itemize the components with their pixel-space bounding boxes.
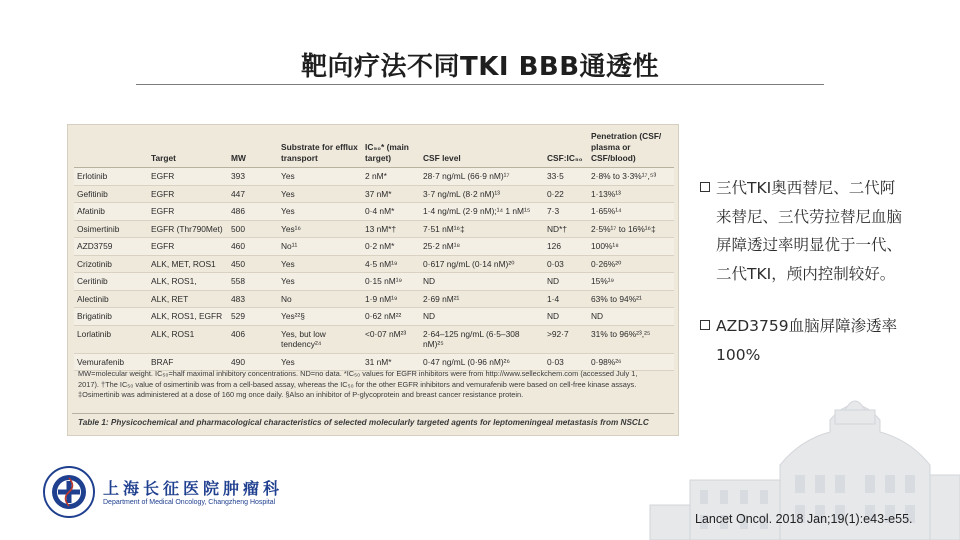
cell-target: EGFR	[148, 238, 228, 256]
cell-substrate: Yes²²§	[278, 308, 362, 326]
cell-target: ALK, ROS1,	[148, 273, 228, 291]
tki-table	[74, 129, 674, 371]
header-cell: Target	[148, 129, 228, 168]
cell-substrate: Yes	[278, 168, 362, 186]
square-bullet-icon	[700, 320, 710, 330]
cell-mw: 558	[228, 273, 278, 291]
table-row	[74, 325, 674, 353]
cell-drug: Gefitinib	[74, 185, 148, 203]
cell-csf-level: 1·4 ng/mL (2·9 nM);¹⁴ 1 nM¹⁵	[420, 203, 544, 221]
cell-mw: 529	[228, 308, 278, 326]
cell-csf-ic50: 0·22	[544, 185, 588, 203]
cell-drug: Erlotinib	[74, 168, 148, 186]
cell-drug: Vemurafenib	[74, 353, 148, 371]
cell-penetration: 1·13%¹³	[588, 185, 674, 203]
cell-csf-level: 28·7 ng/mL (66·9 nM)¹⁷	[420, 168, 544, 186]
hospital-seal-logo	[43, 466, 95, 518]
cell-csf-level: 2·64–125 ng/mL (6·5–308 nM)²⁵	[420, 325, 544, 353]
cell-csf-ic50: 1·4	[544, 290, 588, 308]
footnote-line: ‡Osimertinib was administered at a dose of 160 mg once daily. §Also an inhibitor of P-glycoprotein and breast cancer resistance protein.	[78, 390, 524, 399]
bullet-item	[700, 174, 905, 288]
header-cell: Penetration (CSF/ plasma or CSF/blood)	[588, 129, 674, 168]
cell-ic50: 0·2 nM*	[362, 238, 420, 256]
cell-ic50: 37 nM*	[362, 185, 420, 203]
cell-target: EGFR (Thr790Met)	[148, 220, 228, 238]
cell-substrate: Yes	[278, 203, 362, 221]
cell-csf-level: 3·7 ng/mL (8·2 nM)¹³	[420, 185, 544, 203]
cell-substrate: Yes	[278, 273, 362, 291]
cell-substrate: Yes	[278, 185, 362, 203]
cell-csf-ic50: 0·03	[544, 353, 588, 371]
cell-ic50: <0·07 nM²³	[362, 325, 420, 353]
cell-substrate: Yes	[278, 255, 362, 273]
cell-csf-level: 25·2 nM¹⁸	[420, 238, 544, 256]
cell-substrate: No	[278, 290, 362, 308]
cell-drug: AZD3759	[74, 238, 148, 256]
cell-drug: Osimertinib	[74, 220, 148, 238]
cell-csf-ic50: 126	[544, 238, 588, 256]
table-row	[74, 220, 674, 238]
bullet-list	[700, 174, 905, 369]
table-figure	[67, 124, 679, 436]
table-row	[74, 290, 674, 308]
cell-mw: 490	[228, 353, 278, 371]
cell-penetration: 100%¹⁸	[588, 238, 674, 256]
cell-penetration: 31% to 96%²³,²⁵	[588, 325, 674, 353]
cell-mw: 500	[228, 220, 278, 238]
cell-substrate: No¹¹	[278, 238, 362, 256]
hospital-name-cn: 上海长征医院肿瘤科	[103, 479, 284, 498]
cell-mw: 486	[228, 203, 278, 221]
header-cell: CSF:IC₅₀	[544, 129, 588, 168]
bullet-text: 三代TKI奥西替尼、二代阿来替尼、三代劳拉替尼血脑屏障透过率明显优于一代、二代TKI，颅内控制较好。	[716, 179, 903, 283]
cell-ic50: 0·4 nM*	[362, 203, 420, 221]
cell-mw: 393	[228, 168, 278, 186]
bullet-text: AZD3759血脑屏障渗透率100%	[716, 317, 898, 364]
cell-csf-level: 2·69 nM²¹	[420, 290, 544, 308]
cell-penetration: 0·26%²⁰	[588, 255, 674, 273]
cell-ic50: 0·62 nM²²	[362, 308, 420, 326]
cell-substrate: Yes	[278, 353, 362, 371]
footnote-line: MW=molecular weight. IC₅₀=half maximal inhibitory concentrations. ND=no data. *IC₅₀ values for EGFR inhibitors were from http://www.selleckchem.com (accessed July 1,	[78, 369, 638, 378]
cell-csf-level: 0·47 ng/mL (0·96 nM)²⁶	[420, 353, 544, 371]
cell-ic50: 4·5 nM¹⁹	[362, 255, 420, 273]
header-cell: CSF level	[420, 129, 544, 168]
cell-target: EGFR	[148, 168, 228, 186]
square-bullet-icon	[700, 182, 710, 192]
cell-penetration: 1·65%¹⁴	[588, 203, 674, 221]
slide-title: 靶向疗法不同TKI BBB通透性	[300, 52, 660, 82]
cell-drug: Afatinib	[74, 203, 148, 221]
cell-drug: Lorlatinib	[74, 325, 148, 353]
table-row	[74, 238, 674, 256]
table-row	[74, 185, 674, 203]
table-row	[74, 255, 674, 273]
header-cell	[74, 129, 148, 168]
cell-csf-ic50: 33·5	[544, 168, 588, 186]
table-caption: Table 1: Physicochemical and pharmacological characteristics of selected molecularly targeted agents for leptomeningeal metastasis from NSCLC	[78, 418, 649, 427]
cell-ic50: 0·15 nM¹⁹	[362, 273, 420, 291]
cell-penetration: ND	[588, 308, 674, 326]
cell-drug: Crizotinib	[74, 255, 148, 273]
cell-target: ALK, ROS1	[148, 325, 228, 353]
cell-mw: 460	[228, 238, 278, 256]
cell-csf-ic50: ND	[544, 308, 588, 326]
cell-ic50: 13 nM*†	[362, 220, 420, 238]
cell-penetration: 2·5%¹⁷ to 16%¹⁶‡	[588, 220, 674, 238]
bullet-item	[700, 312, 905, 369]
cell-target: EGFR	[148, 203, 228, 221]
table-container	[74, 129, 674, 371]
cell-mw: 483	[228, 290, 278, 308]
header-cell: IC₅₀* (main target)	[362, 129, 420, 168]
footnote-line: 2017). †The IC₅₀ value of osimertinib was from a cell-based assay, whereas the IC₅₀ for the other EGFR inhibitors and vemurafenib were based on cell-free kinase assays.	[78, 379, 637, 389]
cell-target: ALK, MET, ROS1	[148, 255, 228, 273]
cell-drug: Alectinib	[74, 290, 148, 308]
caption-divider	[72, 413, 674, 414]
table-row	[74, 308, 674, 326]
cell-csf-ic50: ND*†	[544, 220, 588, 238]
title-underline	[136, 84, 824, 85]
cell-ic50: 2 nM*	[362, 168, 420, 186]
table-header-row	[74, 129, 674, 168]
cell-csf-level: ND	[420, 308, 544, 326]
cell-target: ALK, RET	[148, 290, 228, 308]
cell-target: EGFR	[148, 185, 228, 203]
cell-csf-level: ND	[420, 273, 544, 291]
cell-substrate: Yes, but low tendency²⁴	[278, 325, 362, 353]
cell-ic50: 1·9 nM¹⁹	[362, 290, 420, 308]
cell-csf-level: 7·51 nM¹⁶‡	[420, 220, 544, 238]
cell-csf-ic50: 0·03	[544, 255, 588, 273]
cell-csf-ic50: 7·3	[544, 203, 588, 221]
cell-ic50: 31 nM*	[362, 353, 420, 371]
table-footnotes	[78, 369, 673, 401]
cell-substrate: Yes¹⁶	[278, 220, 362, 238]
cell-target: BRAF	[148, 353, 228, 371]
cell-mw: 450	[228, 255, 278, 273]
table-row	[74, 273, 674, 291]
table-row	[74, 203, 674, 221]
table-row	[74, 353, 674, 371]
header-cell: Substrate for efflux transport	[278, 129, 362, 168]
cell-csf-level: 0·617 ng/mL (0·14 nM)²⁰	[420, 255, 544, 273]
cell-csf-ic50: ND	[544, 273, 588, 291]
cell-csf-ic50: >92·7	[544, 325, 588, 353]
cell-mw: 406	[228, 325, 278, 353]
hospital-name-en: Department of Medical Oncology, Changzheng Hospital	[103, 499, 276, 506]
cell-penetration: 15%¹⁹	[588, 273, 674, 291]
cell-drug: Brigatinib	[74, 308, 148, 326]
cell-penetration: 0·98%²⁶	[588, 353, 674, 371]
table-row	[74, 168, 674, 186]
header-cell: MW	[228, 129, 278, 168]
cell-penetration: 63% to 94%²¹	[588, 290, 674, 308]
cell-mw: 447	[228, 185, 278, 203]
citation: Lancet Oncol. 2018 Jan;19(1):e43-e55.	[695, 512, 913, 526]
cell-penetration: 2·8% to 3·3%¹⁷,⁵³	[588, 168, 674, 186]
cell-target: ALK, ROS1, EGFR	[148, 308, 228, 326]
cell-drug: Ceritinib	[74, 273, 148, 291]
